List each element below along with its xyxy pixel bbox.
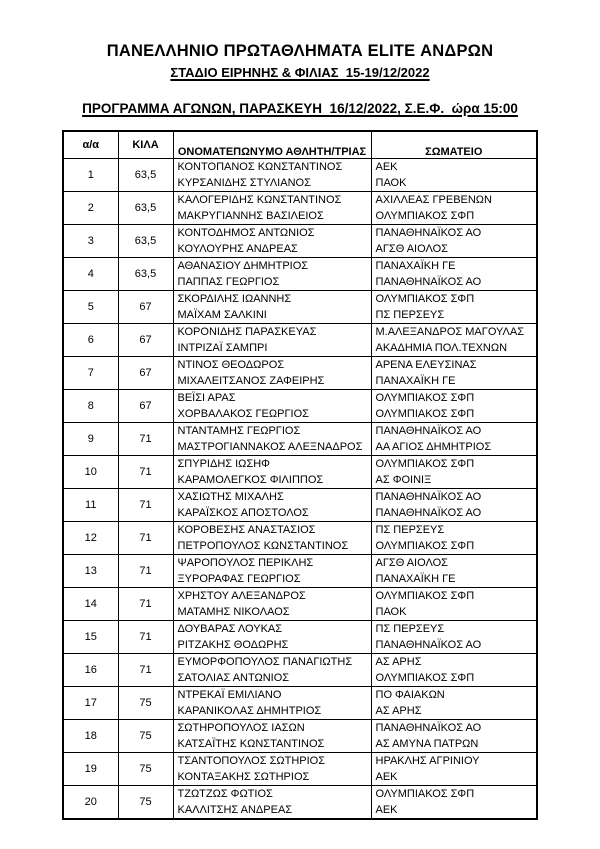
table-row [63,521,537,554]
athlete-name: ΜΙΧΑΛΕΙΤΣΑΝΟΣ ΖΑΦΕΙΡΗΣ [177,374,325,387]
club-name: ΑΣ ΦΟΙΝΙΞ [375,473,432,486]
row-number: 20 [63,785,118,819]
row-clubs-cell [371,521,537,554]
row-athletes-cell [173,554,371,587]
entries-table-header [63,131,537,158]
athlete-name: ΡΙΤΖΑΚΗΣ ΘΟΔΩΡΗΣ [177,638,289,651]
row-weight-class: 71 [118,488,173,521]
athlete-name: ΚΟΥΛΟΥΡΗΣ ΑΝΔΡΕΑΣ [177,242,298,255]
table-row [63,653,537,686]
athlete-name: ΣΠΥΡΙΔΗΣ ΙΩΣΗΦ [177,457,270,470]
athlete-name: ΚΥΡΣΑΝΙΔΗΣ ΣΤΥΛΙΑΝΟΣ [177,176,311,189]
club-name: ΟΛΥΜΠΙΑΚΟΣ ΣΦΠ [375,671,475,684]
club-name: Μ.ΑΛΕΞΑΝΔΡΟΣ ΜΑΓΟΥΛΑΣ [375,325,525,338]
table-row [63,323,537,356]
table-row [63,389,537,422]
row-weight-class: 63,5 [118,191,173,224]
row-athletes-cell [173,323,371,356]
club-name: ΑΣ ΑΡΗΣ [375,704,422,717]
row-athletes-cell [173,191,371,224]
athlete-name: ΚΑΡΑΪΣΚΟΣ ΑΠΟΣΤΟΛΟΣ [177,506,309,519]
athlete-name: ΠΑΠΠΑΣ ΓΕΩΡΓΙΟΣ [177,275,280,288]
athlete-name: ΤΖΩΤΖΩΣ ΦΩΤΙΟΣ [177,787,273,800]
athlete-name: ΚΟΝΤΟΠΑΝΟΣ ΚΩΝΣΤΑΝΤΙΝΟΣ [177,160,343,173]
athlete-name: ΣΩΤΗΡΟΠΟΥΛΟΣ ΙΑΣΩΝ [177,721,305,734]
row-athletes-cell [173,224,371,257]
club-name: ΑΣ ΑΡΗΣ [375,655,422,668]
row-number: 15 [63,620,118,653]
club-name: ΠΑΝΑΘΗΝΑΪΚΟΣ ΑΟ [375,638,482,651]
row-weight-class: 75 [118,719,173,752]
club-name: ΑΚΑΔΗΜΙΑ ΠΟΛ.ΤΕΧΝΩΝ [375,341,508,354]
club-name: ΟΛΥΜΠΙΑΚΟΣ ΣΦΠ [375,407,475,420]
table-row [63,422,537,455]
row-number: 1 [63,158,118,191]
club-name: ΠΑΝΑΧΑΪΚΗ ΓΕ [375,374,456,387]
club-name: ΑΕΚ [375,803,398,816]
row-clubs-cell [371,620,537,653]
athlete-name: ΜΑΣΤΡΟΓΙΑΝΝΑΚΟΣ ΑΛΕΞΝΑΔΡΟΣ [177,440,363,453]
row-number: 8 [63,389,118,422]
row-clubs-cell [371,554,537,587]
athlete-name: ΕΥΜΟΡΦΟΠΟΥΛΟΣ ΠΑΝΑΓΙΩΤΗΣ [177,655,353,668]
club-name: ΠΑΝΑΘΗΝΑΪΚΟΣ ΑΟ [375,275,482,288]
row-weight-class: 71 [118,587,173,620]
row-number: 7 [63,356,118,389]
table-row [63,686,537,719]
row-athletes-cell [173,488,371,521]
row-athletes-cell [173,389,371,422]
table-row [63,455,537,488]
row-weight-class: 71 [118,653,173,686]
athlete-name: ΚΟΡΟΒΕΣΗΣ ΑΝΑΣΤΑΣΙΟΣ [177,523,316,536]
row-number: 5 [63,290,118,323]
row-clubs-cell [371,323,537,356]
row-athletes-cell [173,521,371,554]
row-clubs-cell [371,257,537,290]
table-row [63,752,537,785]
row-weight-class: 75 [118,686,173,719]
row-number: 4 [63,257,118,290]
row-weight-class: 67 [118,290,173,323]
row-weight-class: 75 [118,785,173,819]
row-number: 10 [63,455,118,488]
table-row [63,191,537,224]
club-name: ΠΟ ΦΑΙΑΚΩΝ [375,688,445,701]
row-number: 3 [63,224,118,257]
club-name: ΑΕΚ [375,160,398,173]
row-athletes-cell [173,455,371,488]
athlete-name: ΤΣΑΝΤΟΠΟΥΛΟΣ ΣΩΤΗΡΙΟΣ [177,754,326,767]
club-name: ΠΑΝΑΘΗΝΑΪΚΟΣ ΑΟ [375,721,482,734]
row-number: 11 [63,488,118,521]
table-row [63,257,537,290]
athlete-name: ΧΟΡΒΑΛΑΚΟΣ ΓΕΩΡΓΙΟΣ [177,407,309,420]
row-clubs-cell [371,158,537,191]
row-clubs-cell [371,290,537,323]
athlete-name: ΠΕΤΡΟΠΟΥΛΟΣ ΚΩΝΣΤΑΝΤΙΝΟΣ [177,539,349,552]
athlete-name: ΚΟΡΟΝΙΔΗΣ ΠΑΡΑΣΚΕΥΑΣ [177,325,317,338]
athlete-name: ΣΚΟΡΔΙΛΗΣ ΙΩΑΝΝΗΣ [177,292,292,305]
club-name: ΠΑΟΚ [375,605,407,618]
club-name: ΠΑΝΑΘΗΝΑΪΚΟΣ ΑΟ [375,226,482,239]
header-row [63,131,537,158]
table-row [63,620,537,653]
row-weight-class: 63,5 [118,158,173,191]
program-line: ΠΡΟΓΡΑΜΜΑ ΑΓΩΝΩΝ, ΠΑΡΑΣΚΕΥΗ 16/12/2022, Σ.Ε.Φ. ώρα 15:00 [82,101,518,116]
row-number: 2 [63,191,118,224]
club-name: ΟΛΥΜΠΙΑΚΟΣ ΣΦΠ [375,209,475,222]
club-name: ΟΛΥΜΠΙΑΚΟΣ ΣΦΠ [375,787,475,800]
venue-dates-subtitle: ΣΤΑΔΙΟ ΕΙΡΗΝΗΣ & ΦΙΛΙΑΣ 15-19/12/2022 [170,65,430,80]
row-athletes-cell [173,752,371,785]
row-number: 13 [63,554,118,587]
row-weight-class: 75 [118,752,173,785]
row-weight-class: 71 [118,455,173,488]
row-clubs-cell [371,224,537,257]
athlete-name: ΝΤΙΝΟΣ ΘΕΟΔΩΡΟΣ [177,358,285,371]
row-weight-class: 63,5 [118,257,173,290]
athlete-name: ΞΥΡΟΡΑΦΑΣ ΓΕΩΡΓΙΟΣ [177,572,301,585]
row-weight-class: 71 [118,554,173,587]
athlete-name: ΚΑΤΣΑΪΤΗΣ ΚΩΝΣΤΑΝΤΙΝΟΣ [177,737,325,750]
row-number: 12 [63,521,118,554]
row-clubs-cell [371,422,537,455]
club-name: ΠΣ ΠΕΡΣΕΥΣ [375,523,445,536]
athlete-name: ΜΑΤΑΜΗΣ ΝΙΚΟΛΑΟΣ [177,605,290,618]
row-weight-class: 71 [118,521,173,554]
club-name: ΠΣ ΠΕΡΣΕΥΣ [375,308,445,321]
row-athletes-cell [173,257,371,290]
table-row [63,290,537,323]
row-athletes-cell [173,653,371,686]
table-row [63,719,537,752]
club-name: ΠΑΟΚ [375,176,407,189]
row-clubs-cell [371,587,537,620]
row-number: 16 [63,653,118,686]
athlete-name: ΔΟΥΒΑΡΑΣ ΛΟΥΚΑΣ [177,622,283,635]
page-title: ΠΑΝΕΛΛΗΝΙΟ ΠΡΩΤΑΘΛΗΜΑΤΑ ELITE ΑΝΔΡΩΝ [106,42,494,60]
row-athletes-cell [173,620,371,653]
athlete-name: ΑΘΑΝΑΣΙΟΥ ΔΗΜΗΤΡΙΟΣ [177,259,309,272]
athlete-name: ΒΕΪΣΙ ΑΡΑΣ [177,391,236,404]
athlete-name: ΜΑΚΡΥΓΙΑΝΝΗΣ ΒΑΣΙΛΕΙΟΣ [177,209,324,222]
row-clubs-cell [371,488,537,521]
club-name: ΟΛΥΜΠΙΑΚΟΣ ΣΦΠ [375,457,475,470]
entries-body [63,158,537,819]
row-athletes-cell [173,422,371,455]
club-name: ΟΛΥΜΠΙΑΚΟΣ ΣΦΠ [375,589,475,602]
header-cell-number: α/α [63,131,118,158]
row-weight-class: 67 [118,323,173,356]
athlete-name: ΚΟΝΤΑΞΑΚΗΣ ΣΩΤΗΡΙΟΣ [177,770,310,783]
club-name: ΑΓΣΘ ΑΙΟΛΟΣ [375,556,448,569]
row-number: 18 [63,719,118,752]
row-clubs-cell [371,191,537,224]
row-weight-class: 67 [118,389,173,422]
club-name: ΑΣ ΑΜΥΝΑ ΠΑΤΡΩΝ [375,737,479,750]
row-weight-class: 71 [118,620,173,653]
row-clubs-cell [371,653,537,686]
row-number: 14 [63,587,118,620]
club-name: ΠΑΝΑΘΗΝΑΪΚΟΣ ΑΟ [375,506,482,519]
row-athletes-cell [173,356,371,389]
club-name: ΗΡΑΚΛΗΣ ΑΓΡΙΝΙΟΥ [375,754,480,767]
athlete-name: ΚΑΡΑΝΙΚΟΛΑΣ ΔΗΜΗΤΡΙΟΣ [177,704,322,717]
club-name: ΑΓΣΘ ΑΙΟΛΟΣ [375,242,448,255]
club-name: ΟΛΥΜΠΙΑΚΟΣ ΣΦΠ [375,292,475,305]
row-clubs-cell [371,719,537,752]
document-header [0,0,600,116]
row-clubs-cell [371,785,537,819]
row-number: 6 [63,323,118,356]
row-clubs-cell [371,455,537,488]
row-athletes-cell [173,290,371,323]
row-number: 17 [63,686,118,719]
row-clubs-cell [371,752,537,785]
club-name: ΠΣ ΠΕΡΣΕΥΣ [375,622,445,635]
athlete-name: ΧΑΣΙΩΤΗΣ ΜΙΧΑΛΗΣ [177,490,284,503]
row-number: 19 [63,752,118,785]
athlete-name: ΝΤΑΝΤΑΜΗΣ ΓΕΩΡΓΙΟΣ [177,424,301,437]
club-name: ΑΧΙΛΛΕΑΣ ΓΡΕΒΕΝΩΝ [375,193,492,206]
athlete-name: ΚΑΡΑΜΟΛΕΓΚΟΣ ΦΙΛΙΠΠΟΣ [177,473,324,486]
table-row [63,785,537,819]
row-clubs-cell [371,686,537,719]
club-name: ΑΡΕΝΑ ΕΛΕΥΣΙΝΑΣ [375,358,477,371]
row-weight-class: 63,5 [118,224,173,257]
row-number: 9 [63,422,118,455]
athlete-name: ΝΤΡΕΚΑΪ ΕΜΙΛΙΑΝΟ [177,688,282,701]
table-row [63,224,537,257]
athlete-name: ΧΡΗΣΤΟΥ ΑΛΕΞΑΝΔΡΟΣ [177,589,306,602]
row-clubs-cell [371,389,537,422]
row-athletes-cell [173,686,371,719]
row-athletes-cell [173,587,371,620]
athlete-name: ΣΑΤΟΛΙΑΣ ΑΝΤΩΝΙΟΣ [177,671,290,684]
club-name: ΟΛΥΜΠΙΑΚΟΣ ΣΦΠ [375,539,475,552]
club-name: ΟΛΥΜΠΙΑΚΟΣ ΣΦΠ [375,391,475,404]
row-athletes-cell [173,785,371,819]
header-cell-club: ΣΩΜΑΤΕΙΟ [371,131,537,158]
club-name: ΑΑ ΑΓΙΟΣ ΔΗΜΗΤΡΙΟΣ [375,440,492,453]
club-name: ΠΑΝΑΘΗΝΑΪΚΟΣ ΑΟ [375,424,482,437]
club-name: ΠΑΝΑΘΗΝΑΪΚΟΣ ΑΟ [375,490,482,503]
row-weight-class: 67 [118,356,173,389]
athlete-name: ΚΑΛΛΙΤΣΗΣ ΑΝΔΡΕΑΣ [177,803,293,816]
table-row [63,587,537,620]
athlete-name: ΚΟΝΤΟΔΗΜΟΣ ΑΝΤΩΝΙΟΣ [177,226,315,239]
row-weight-class: 71 [118,422,173,455]
row-athletes-cell [173,158,371,191]
club-name: ΑΕΚ [375,770,398,783]
athlete-name: ΨΑΡΟΠΟΥΛΟΣ ΠΕΡΙΚΛΗΣ [177,556,314,569]
athlete-name: ΚΑΛΟΓΕΡΙΔΗΣ ΚΩΝΣΤΑΝΤΙΝΟΣ [177,193,342,206]
table-row [63,356,537,389]
row-athletes-cell [173,719,371,752]
club-name: ΠΑΝΑΧΑΪΚΗ ΓΕ [375,259,456,272]
club-name: ΠΑΝΑΧΑΪΚΗ ΓΕ [375,572,456,585]
athlete-name: ΜΑΪΧΑΜ ΣΑΛΚΙΝΙ [177,308,267,321]
header-cell-kila: ΚΙΛΑ [118,131,173,158]
table-row [63,488,537,521]
table-row [63,554,537,587]
header-cell-athlete-name: ΟΝΟΜΑΤΕΠΩΝΥΜΟ ΑΘΛΗΤΗ/ΤΡΙΑΣ [173,131,371,158]
athlete-name: ΙΝΤΡΙΖΑΪ ΣΑΜΠΡΙ [177,341,268,354]
table-row [63,158,537,191]
row-clubs-cell [371,356,537,389]
entries-table [62,130,538,820]
